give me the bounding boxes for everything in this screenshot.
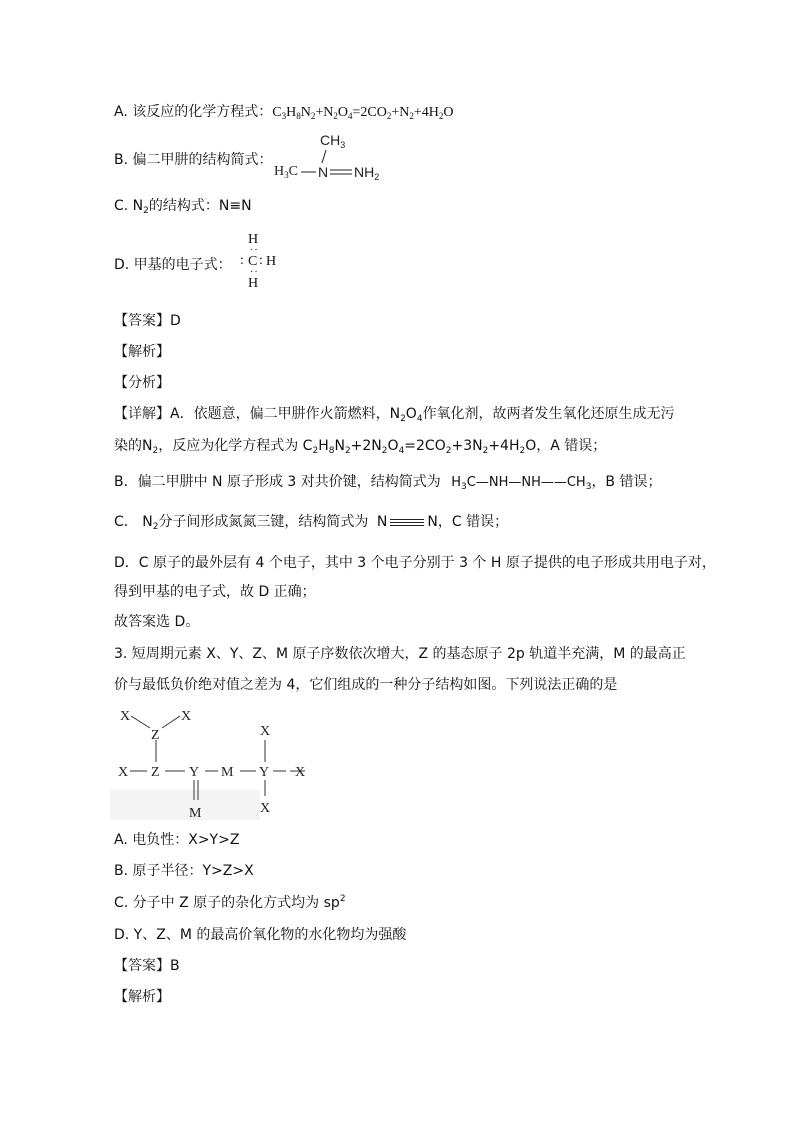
q3-option-b: B. 原子半径：Y>Z>X <box>114 863 254 879</box>
y-atom-2: Y <box>259 765 270 780</box>
q3-line-2: 价与最低负价绝对值之差为 4，它们组成的一种分子结构如图。下列说法正确的是 <box>114 677 618 693</box>
answer-heading-2: 【答案】B <box>114 958 180 974</box>
z-atom-1: Z <box>151 728 160 743</box>
q3-option-a: A. 电负性：X>Y>Z <box>114 832 240 848</box>
hydrazine-structure: $H_3C—NH—NH——CH_3$ <box>451 475 592 492</box>
molecule-diagram <box>110 700 320 825</box>
answer-heading-1: 【答案】D <box>114 313 181 329</box>
dots-right: : <box>259 253 263 268</box>
option-a <box>114 102 453 123</box>
dots-left: : <box>240 253 244 268</box>
y-atom-1: Y <box>189 765 200 780</box>
dots-bottom: ·· <box>250 267 259 278</box>
scan-noise-bg <box>110 790 260 820</box>
analysis-heading-1: 【解析】 <box>114 344 170 360</box>
dots-top: ·· <box>250 245 259 256</box>
x-atom-1: X <box>120 709 131 724</box>
q3-line-1: 3. 短周期元素 X、Y、Z、M 原子序数依次增大，Z 的基态原子 2p 轨道半充满，M 的最高正 <box>114 646 686 662</box>
option-d-label: D. 甲基的电子式： <box>114 257 232 273</box>
q3-option-c: C. 分子中 Z 原子的杂化方式均为 $sp^2$ <box>114 894 346 911</box>
fenxi-heading: 【分析】 <box>114 375 170 391</box>
z-atom-2: Z <box>151 765 160 780</box>
m-atom-2: M <box>189 806 202 821</box>
x-atom-5: X <box>295 765 306 780</box>
analysis-heading-2: 【解析】 <box>114 989 170 1005</box>
n2-triple-bond: N N <box>376 514 438 530</box>
option-b-structure <box>272 130 392 186</box>
x-atom-3: X <box>118 765 129 780</box>
ch3-top-group: $CH_3$ <box>320 132 346 150</box>
option-b-label: B. 偏二甲肼的结构简式： <box>114 152 273 168</box>
detail-line-6: 得到甲基的电子式，故 D 正确； <box>114 584 316 600</box>
h3c-group: $H_3C$ <box>274 164 298 180</box>
detail-line-4: C． $N_2$分子间形成氮氮三键，结构简式为 N N，C 错误； <box>114 514 509 532</box>
n-atom: N <box>318 164 329 180</box>
m-atom-1: M <box>221 765 234 780</box>
option-a-label: A. 该反应的化学方程式： <box>114 104 273 120</box>
nh2-group: $NH_2$ <box>354 164 380 182</box>
x-atom-4: X <box>260 724 271 739</box>
methyl-electron-formula: H ·· : C : H ·· H <box>240 232 277 291</box>
x-atom-6: X <box>260 801 271 816</box>
detail-line-3: B．偏二甲肼中 N 原子形成 3 对共价键，结构简式为 $H_3C—NH—NH——CH_3$，B 错误； <box>114 474 662 492</box>
option-a-equation: $C_3H_8N_2+N_2O_4=2CO_2+N_2+4H_2O$ <box>272 105 454 121</box>
detail-line-2: 染的$N_2$，反应为化学方程式为 $C_2H_8N_2+2N_2O_4=2CO_2+3N_2+4H_2O$，A 错误； <box>114 438 607 456</box>
detail-line-1: 【详解】A．依题意，偏二甲肼作火箭燃料，$N_2O_4$作氧化剂，故两者发生氧化还原生成无污 <box>114 406 675 424</box>
option-c: C. $N_2$的结构式：N≡N <box>114 198 252 216</box>
x-atom-2: X <box>181 709 192 724</box>
q3-option-d: D. Y、Z、M 的最高价氧化物的水化物均为强酸 <box>114 927 407 943</box>
detail-line-5: D．C 原子的最外层有 4 个电子，其中 3 个电子分别于 3 个 H 原子提供的电子形成共用电子对， <box>114 555 716 571</box>
detail-line-7: 故答案选 D。 <box>114 614 200 630</box>
